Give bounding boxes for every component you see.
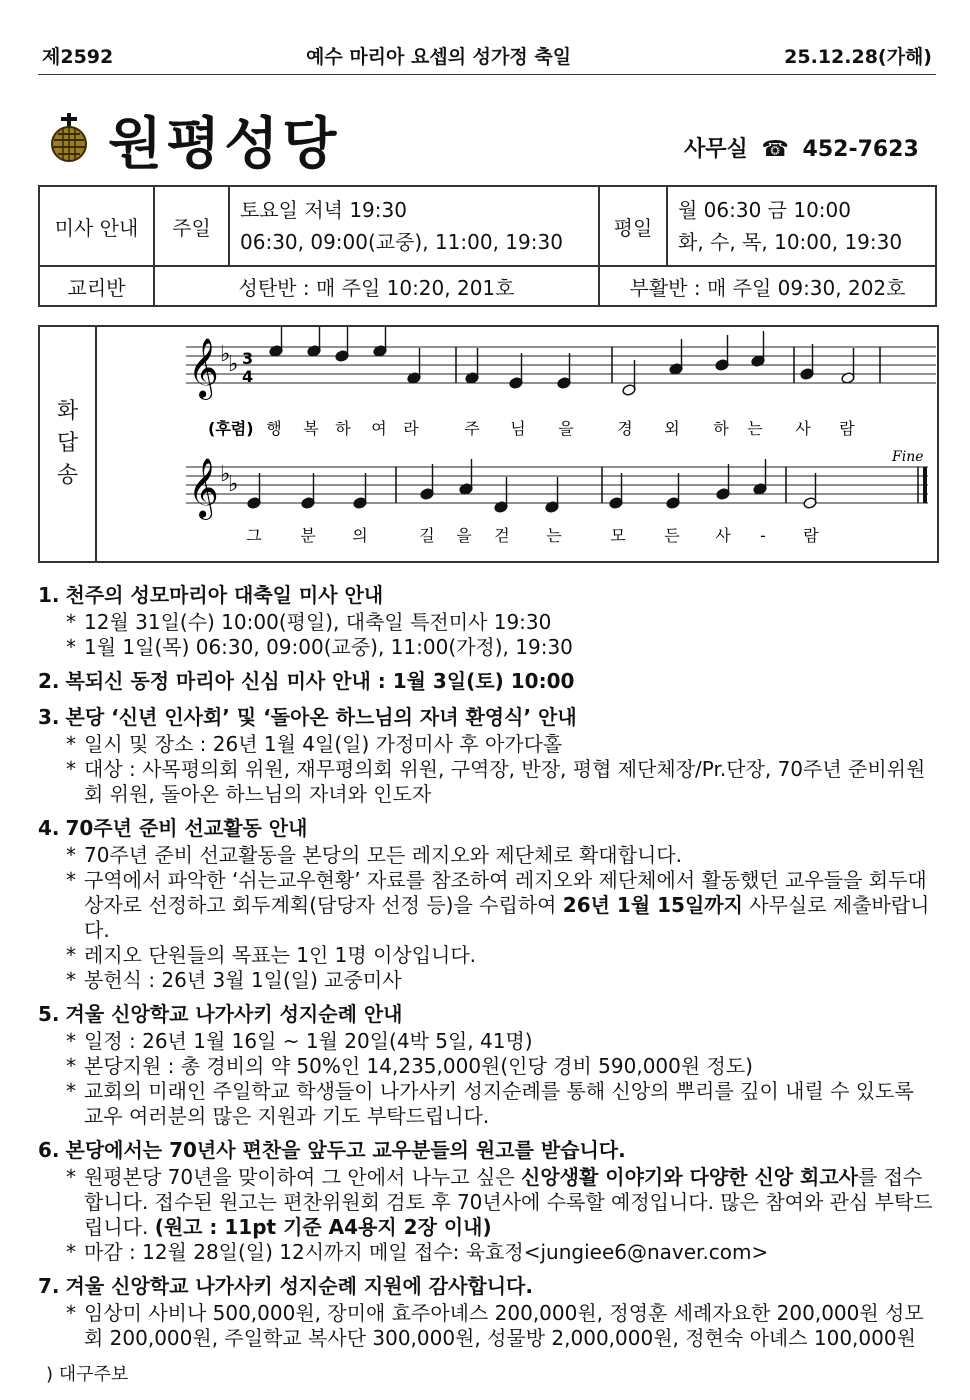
announcement-title-text: 본당 ‘신년 인사회’ 및 ‘돌아온 하느님의 자녀 환영식’ 안내: [65, 705, 577, 729]
announcement-section: [38, 702, 938, 807]
easter-class: 부활반 : 매 주일 09:30, 202호: [599, 266, 936, 306]
announcement-title-text: 70주년 준비 선교활동 안내: [65, 816, 308, 840]
bullet-star-icon: *: [66, 968, 76, 992]
lyric-syllable: 걷: [494, 526, 510, 545]
item-text: 교회의 미래인 주일학교 학생들이 나가사키 성지순례를 통해 신앙의 뿌리를 깊이 내릴 수 있도록 교우 여러분의 많은 지원과 기도 부탁드립니다.: [84, 1079, 914, 1128]
bullet-star-icon: *: [66, 1165, 76, 1189]
lyric-syllable: 주: [464, 419, 480, 438]
announcement-section: [38, 1271, 938, 1351]
lyric-syllable: 길: [419, 526, 435, 545]
bullet-star-icon: *: [66, 1301, 76, 1325]
announcement-section: [38, 813, 938, 993]
announcement-number: 3.: [38, 705, 60, 729]
item-text: 일시 및 장소 : 26년 1월 4일(일) 가정미사 후 아가다홀: [84, 732, 563, 756]
lyric-syllable: 사: [795, 419, 811, 438]
sunday-line-2: 06:30, 09:00(교중), 11:00, 19:30: [240, 230, 563, 254]
catechism-label: 교리반: [39, 266, 154, 306]
item-text: 1월 1일(목) 06:30, 09:00(교중), 11:00(가정), 19:30: [84, 635, 573, 659]
time-sig-top: 3: [242, 349, 254, 368]
item-text: 임상미 사비나 500,000원, 장미애 효주아녜스 200,000원, 정영훈 세례자요한 200,000원 성모회 200,000원, 주일학교 복사단 300,000원, 성물방 2,000,000원, 정현숙 아녜스 100,000원: [84, 1301, 924, 1350]
item-text: 대상 : 사목평의회 위원, 재무평의회 위원, 구역장, 반장, 평협 제단체장/Pr.단장, 70주년 준비위원회 위원, 돌아온 하느님의 자녀와 인도자: [84, 757, 926, 806]
announcement-item: [38, 968, 938, 993]
psalm-label-char: 화: [56, 399, 79, 424]
announcement-title: [38, 999, 938, 1029]
lyric-syllable: 외: [664, 419, 680, 438]
lyric-syllable: 여: [371, 419, 387, 438]
item-text: 를 접수합니다. 접수된 원고는 편찬위원회 검토 후 70년사에 수록할 예정입니다. 많은 참여와 관심 부탁드립니다.: [84, 1165, 933, 1239]
staff-1-flat: ♭: [228, 352, 239, 377]
refrain-label: (후렴): [208, 419, 254, 438]
staff-2-treble-clef: 𝄞: [188, 458, 219, 518]
time-sig-bottom: 4: [242, 367, 254, 386]
announcement-number: 2.: [38, 669, 60, 693]
announcement-title-text: 본당에서는 70년사 편찬을 앞두고 교우분들의 원고를 받습니다.: [65, 1138, 626, 1162]
announcements: [38, 580, 938, 1357]
lyric-syllable: 람: [839, 419, 855, 438]
footer-source: ) 대구주보: [46, 1364, 129, 1385]
bulletin-header: [38, 36, 936, 75]
lyric-syllable: 는: [546, 526, 562, 545]
weekday-line-1: 월 06:30 금 10:00: [678, 198, 851, 222]
lyric-syllable: 의: [352, 526, 368, 545]
office-label: 사무실: [684, 137, 748, 162]
item-text: 레지오 단원들의 목표는 1인 1명 이상입니다.: [84, 943, 477, 967]
psalm-label: [40, 327, 97, 561]
bullet-star-icon: *: [66, 943, 76, 967]
item-text-bold: 26년 1월 15일까지: [562, 893, 743, 917]
staff-2-flat: ♭: [220, 462, 231, 487]
lyric-syllable: 경: [617, 419, 633, 438]
announcement-title: [38, 666, 938, 696]
item-text: 구역에서 파악한 ‘쉬는교우현황’ 자료를 참조하여 레지오와 제단체에서 활동했던 교우들을 회두대상자로 선정하고 회두계획(담당자 선정 등)을 수립하여: [84, 868, 927, 917]
christmas-class: 성탄반 : 매 주일 10:20, 201호: [154, 266, 599, 306]
phone-icon: ☎: [761, 137, 789, 162]
issue-date: 25.12.28(가해): [784, 46, 932, 68]
announcement-item: [38, 732, 938, 757]
sunday-label: 주일: [154, 186, 229, 266]
item-text: 본당지원 : 총 경비의 약 50%인 14,235,000원(인당 경비 590,000원 정도): [84, 1054, 753, 1078]
sunday-line-1: 토요일 저녁 19:30: [240, 198, 407, 222]
bullet-star-icon: *: [66, 1079, 76, 1103]
psalm-label-char: 송: [56, 463, 79, 488]
lyric-syllable: 하: [335, 419, 351, 438]
announcement-title: [38, 1135, 938, 1165]
announcement-number: 7.: [38, 1274, 60, 1298]
staff-1-flat: ♭: [220, 342, 231, 367]
announcement-title-text: 겨울 신앙학교 나가사키 성지순례 안내: [65, 1002, 403, 1026]
announcement-title-text: 천주의 성모마리아 대축일 미사 안내: [65, 583, 384, 607]
announcement-item: [38, 1079, 938, 1129]
announcement-item: [38, 843, 938, 868]
psalm-label-char: 답: [56, 431, 79, 456]
lyric-syllable: 라: [403, 419, 419, 438]
fine-mark: Fine: [892, 449, 924, 465]
announcement-section: [38, 666, 938, 696]
lyric-syllable: 님: [510, 419, 526, 438]
office-phone: 452-7623: [802, 137, 919, 162]
announcement-item: [38, 1029, 938, 1054]
item-text: 사무실로 제출바랍니다.: [84, 893, 930, 942]
announcement-number: 1.: [38, 583, 60, 607]
lyric-syllable: 그: [246, 526, 262, 545]
lyric-syllable: 사: [715, 526, 731, 545]
announcement-item: [38, 1301, 938, 1351]
announcement-title-text: 복되신 동정 마리아 신심 미사 안내 : 1월 3일(토) 10:00: [65, 669, 575, 693]
lyric-syllable: 복: [303, 419, 319, 438]
item-text: 마감 : 12월 28일(일) 12시까지 메일 접수: 육효정<jungiee6@naver.com>: [84, 1240, 769, 1264]
announcement-number: 5.: [38, 1002, 60, 1026]
lyric-syllable: 든: [664, 526, 680, 545]
lyric-syllable: 하: [713, 419, 729, 438]
item-text: 70주년 준비 선교활동을 본당의 모든 레지오와 제단체로 확대합니다.: [84, 843, 682, 867]
bullet-star-icon: *: [66, 1029, 76, 1053]
mass-schedule-table: [38, 185, 937, 307]
announcement-section: [38, 580, 938, 660]
announcement-item: [38, 1240, 938, 1265]
feast-title: 예수 마리아 요셉의 성가정 축일: [306, 46, 572, 68]
responsorial-psalm: [38, 325, 939, 563]
parish-name: 원평성당: [108, 112, 341, 177]
announcement-number: 4.: [38, 816, 60, 840]
announcement-item: [38, 757, 938, 807]
lyric-syllable: 을: [456, 526, 472, 545]
announcement-section: [38, 1135, 938, 1265]
lyric-syllable: 행: [266, 419, 282, 438]
announcement-item: [38, 610, 938, 635]
announcement-item: [38, 1054, 938, 1079]
announcement-number: 6.: [38, 1138, 60, 1162]
weekday-times: [667, 186, 936, 266]
lyric-syllable: 분: [300, 526, 316, 545]
bullet-star-icon: *: [66, 843, 76, 867]
announcement-title: [38, 580, 938, 610]
bullet-star-icon: *: [66, 1240, 76, 1264]
item-text: 원평본당 70년을 맞이하여 그 안에서 나누고 싶은: [84, 1165, 522, 1189]
announcement-title: [38, 1271, 938, 1301]
item-text-bold: (원고 : 11pt 기준 A4용지 2장 이내): [154, 1215, 492, 1239]
item-text: 12월 31일(수) 10:00(평일), 대축일 특전미사 19:30: [84, 610, 552, 634]
lyric-syllable: 는: [747, 419, 763, 438]
lyric-syllable: 람: [803, 526, 819, 545]
announcement-title: [38, 813, 938, 843]
announcement-item: [38, 1165, 938, 1240]
weekday-line-2: 화, 수, 목, 10:00, 19:30: [678, 230, 903, 254]
staff-2-flat: ♭: [228, 472, 239, 497]
mass-label: 미사 안내: [39, 186, 154, 266]
item-text-bold: 신앙생활 이야기와 다양한 신앙 회고사: [521, 1165, 859, 1189]
weekday-label: 평일: [599, 186, 667, 266]
announcement-title-text: 겨울 신앙학교 나가사키 성지순례 지원에 감사합니다.: [65, 1274, 533, 1298]
item-text: 봉헌식 : 26년 3월 1일(일) 교중미사: [84, 968, 402, 992]
bullet-star-icon: *: [66, 732, 76, 756]
lyric-syllable: 모: [610, 526, 626, 545]
lyric-syllable: -: [760, 526, 766, 545]
announcement-section: [38, 999, 938, 1129]
issue-number: 제2592: [42, 46, 114, 68]
announcement-item: [38, 868, 938, 943]
lyric-syllable: 을: [558, 419, 574, 438]
announcement-item: [38, 943, 938, 968]
church-logo-icon: [44, 112, 94, 162]
item-text: 일정 : 26년 1월 16일 ~ 1월 20일(4박 5일, 41명): [84, 1029, 533, 1053]
bullet-star-icon: *: [66, 757, 76, 781]
staff-1-treble-clef: 𝄞: [188, 338, 219, 398]
announcement-title: [38, 702, 938, 732]
bullet-star-icon: *: [66, 868, 76, 892]
bullet-star-icon: *: [66, 1054, 76, 1078]
announcement-item: [38, 635, 938, 660]
bullet-star-icon: *: [66, 610, 76, 634]
sunday-times: [229, 186, 599, 266]
music-score: [96, 327, 936, 561]
bullet-star-icon: *: [66, 635, 76, 659]
office-contact: [684, 132, 919, 163]
